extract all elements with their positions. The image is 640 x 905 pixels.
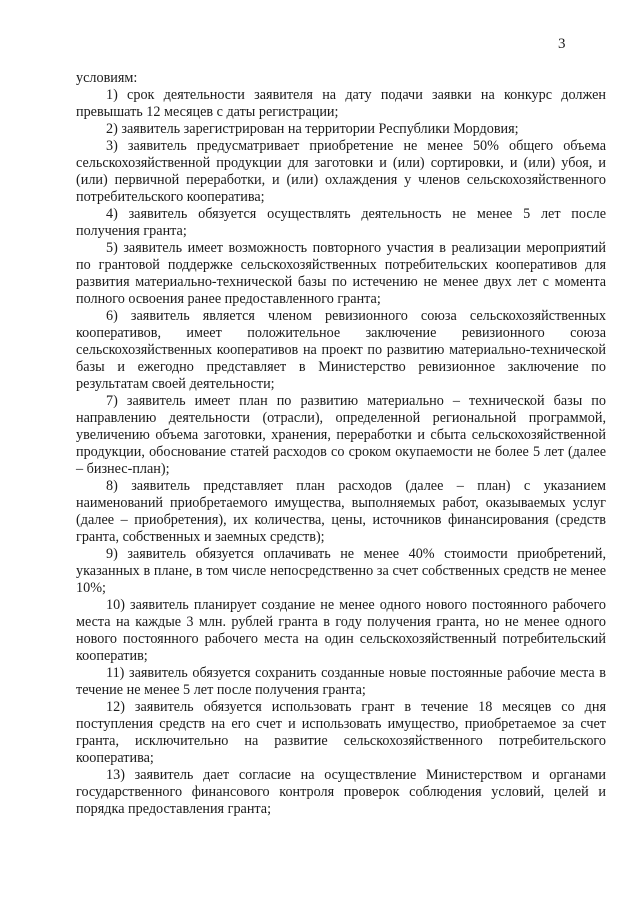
- document-body: [76, 70, 606, 818]
- condition-2: 2) заявитель зарегистрирован на территории Республики Мордовия;: [106, 121, 519, 137]
- condition-11: 11) заявитель обязуется сохранить созданные новые постоянные рабочие места в течение не менее 5 лет после получения гранта;: [76, 665, 606, 698]
- intro-text: условиям:: [76, 70, 138, 86]
- condition-8: 8) заявитель представляет план расходов (далее – план) с указанием наименований приобретаемого имущества, выполняемых работ, оказываемых услуг (далее – приобретения), их количества, цены, источников финансирования (средств гранта, собственных и заемных средств);: [76, 478, 606, 545]
- condition-4: 4) заявитель обязуется осуществлять деятельность не менее 5 лет после получения гранта;: [76, 206, 606, 239]
- condition-6: 6) заявитель является членом ревизионного союза сельскохозяйственных кооперативов, имеет положительное заключение ревизионного союза сельскохозяйственных кооперативов на проект по развитию материально-технической базы и ежегодно представляет в Министерство ревизионное заключение по результатам своей деятельности;: [76, 308, 606, 392]
- condition-3: 3) заявитель предусматривает приобретение не менее 50% общего объема сельскохозяйственной продукции для заготовки и (или) сортировки, и (или) убоя, и (или) первичной переработки, и (или) охлаждения у членов сельскохозяйственного потребительского кооператива;: [76, 138, 606, 205]
- page-number: 3: [558, 36, 566, 52]
- condition-5: 5) заявитель имеет возможность повторного участия в реализации мероприятий по грантовой поддержке сельскохозяйственных потребительских кооперативов для развития материально-технической базы по истечению не менее двух лет с момента полного освоения ранее предоставленного гранта;: [76, 240, 606, 307]
- condition-13: 13) заявитель дает согласие на осуществление Министерством и органами государственного финансового контроля проверок соблюдения условий, целей и порядка предоставления гранта;: [76, 767, 606, 817]
- condition-7: 7) заявитель имеет план по развитию материально – технической базы по направлению деятельности (отрасли), определенной региональной программой, увеличению объема заготовки, хранения, переработки и сбыта сельскохозяйственной продукции, обоснование статей расходов со сроком окупаемости не более 5 лет (далее – бизнес-план);: [76, 393, 606, 477]
- condition-1: 1) срок деятельности заявителя на дату подачи заявки на конкурс должен превышать 12 месяцев с даты регистрации;: [76, 87, 606, 120]
- condition-9: 9) заявитель обязуется оплачивать не менее 40% стоимости приобретений, указанных в плане, в том числе непосредственно за счет собственных средств не менее 10%;: [76, 546, 606, 596]
- condition-10: 10) заявитель планирует создание не менее одного нового постоянного рабочего места на каждые 3 млн. рублей гранта в году получения гранта, но не менее одного нового постоянного рабочего места на один сельскохозяйственный потребительский кооператив;: [76, 597, 606, 664]
- condition-12: 12) заявитель обязуется использовать грант в течение 18 месяцев со дня поступления средств на его счет и использовать имущество, приобретаемое за счет гранта, исключительно на развитие сельскохозяйственного потребительского кооператива;: [76, 699, 606, 766]
